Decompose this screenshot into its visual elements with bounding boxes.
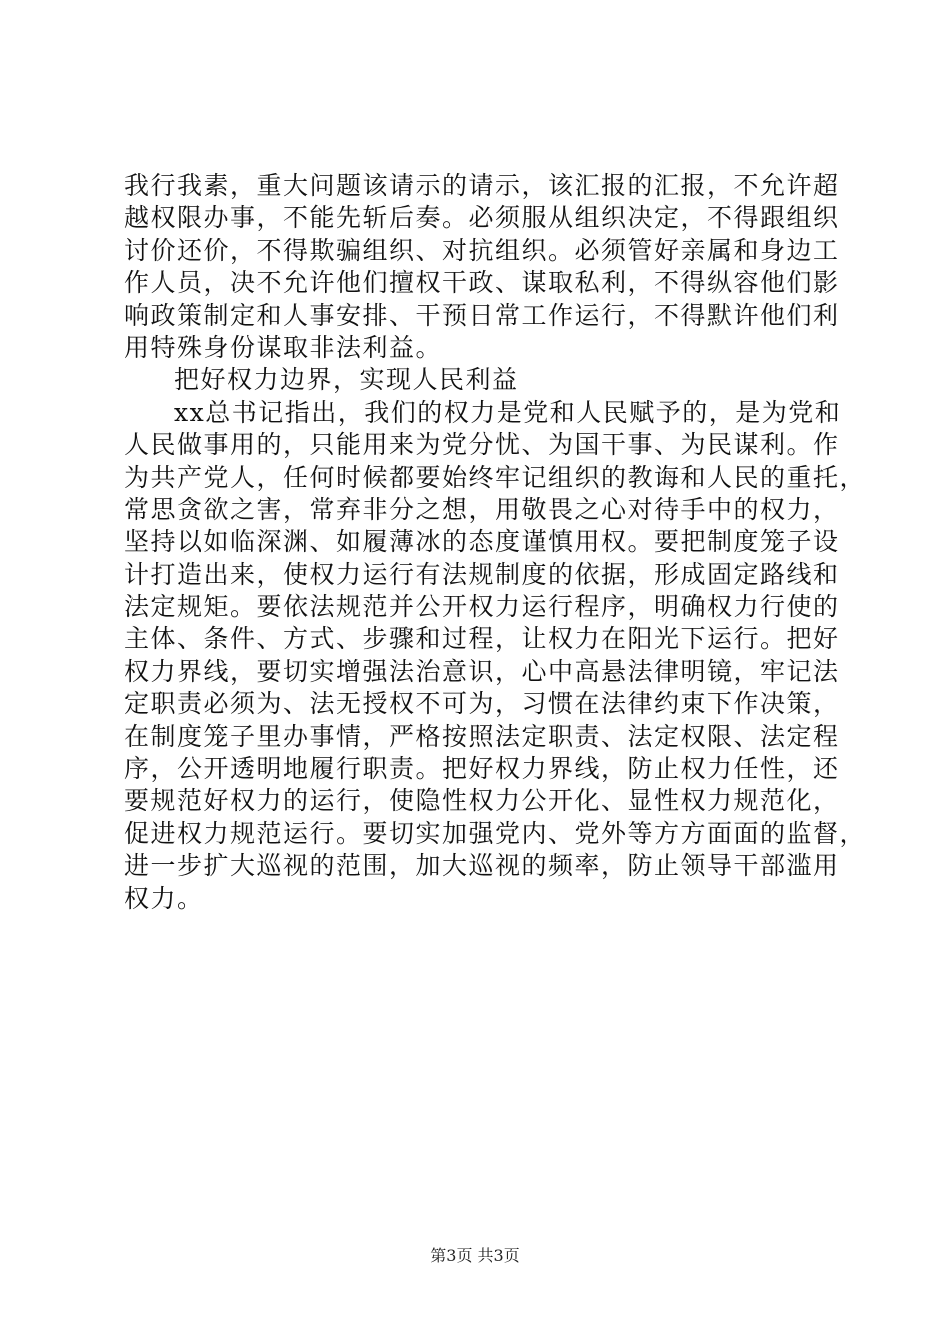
text-line: 我行我素，重大问题该请示的请示，该汇报的汇报，不允许超 — [124, 171, 840, 200]
text-line: 权力界线，要切实增强法治意识，心中高悬法律明镜，牢记法 — [124, 656, 840, 686]
text-line: 作人员，决不允许他们擅权干政、谋取私利，不得纵容他们影 — [124, 268, 840, 298]
text-line: xx总书记指出，我们的权力是党和人民赋予的，是为党和 — [174, 397, 842, 427]
paragraph-2 — [124, 397, 867, 915]
text-line: 进一步扩大巡视的范围，加大巡视的频率，防止领导干部滥用 — [124, 851, 840, 881]
text-line: 用特殊身份谋取非法利益。 — [124, 332, 443, 362]
page-number: 第3页 共3页 — [430, 1246, 520, 1265]
text-line: 越权限办事，不能先斩后奏。必须服从组织决定，不得跟组织 — [124, 203, 840, 233]
text-line: 为共产党人，任何时候都要始终牢记组织的教诲和人民的重托， — [124, 462, 867, 492]
heading-text: 把好权力边界，实现人民利益 — [174, 365, 519, 395]
page-footer — [0, 1243, 950, 1266]
text-line: 坚持以如临深渊、如履薄冰的态度谨慎用权。要把制度笼子设 — [124, 527, 840, 557]
document-body — [124, 170, 867, 915]
section-heading — [124, 364, 844, 396]
paragraph-1 — [124, 170, 844, 364]
text-line: 常思贪欲之害，常弃非分之想，用敬畏之心对待手中的权力， — [124, 494, 840, 524]
text-line: 法定规矩。要依法规范并公开权力运行程序，明确权力行使的 — [124, 592, 840, 622]
text-line: 主体、条件、方式、步骤和过程，让权力在阳光下运行。把好 — [124, 624, 840, 654]
text-line: 定职责必须为、法无授权不可为，习惯在法律约束下作决策， — [124, 689, 840, 719]
text-line: 要规范好权力的运行，使隐性权力公开化、显性权力规范化， — [124, 786, 840, 816]
text-line: 响政策制定和人事安排、干预日常工作运行，不得默许他们利 — [124, 300, 840, 330]
text-line: 在制度笼子里办事情，严格按照法定职责、法定权限、法定程 — [124, 721, 840, 751]
text-line: 促进权力规范运行。要切实加强党内、党外等方方面面的监督， — [124, 818, 867, 848]
text-line: 人民做事用的，只能用来为党分忧、为国干事、为民谋利。作 — [124, 430, 840, 460]
text-line: 讨价还价，不得欺骗组织、对抗组织。必须管好亲属和身边工 — [124, 235, 840, 265]
text-line: 计打造出来，使权力运行有法规制度的依据，形成固定路线和 — [124, 559, 840, 589]
text-line: 序，公开透明地履行职责。把好权力界线，防止权力任性，还 — [124, 754, 840, 784]
text-line: 权力。 — [124, 883, 204, 913]
